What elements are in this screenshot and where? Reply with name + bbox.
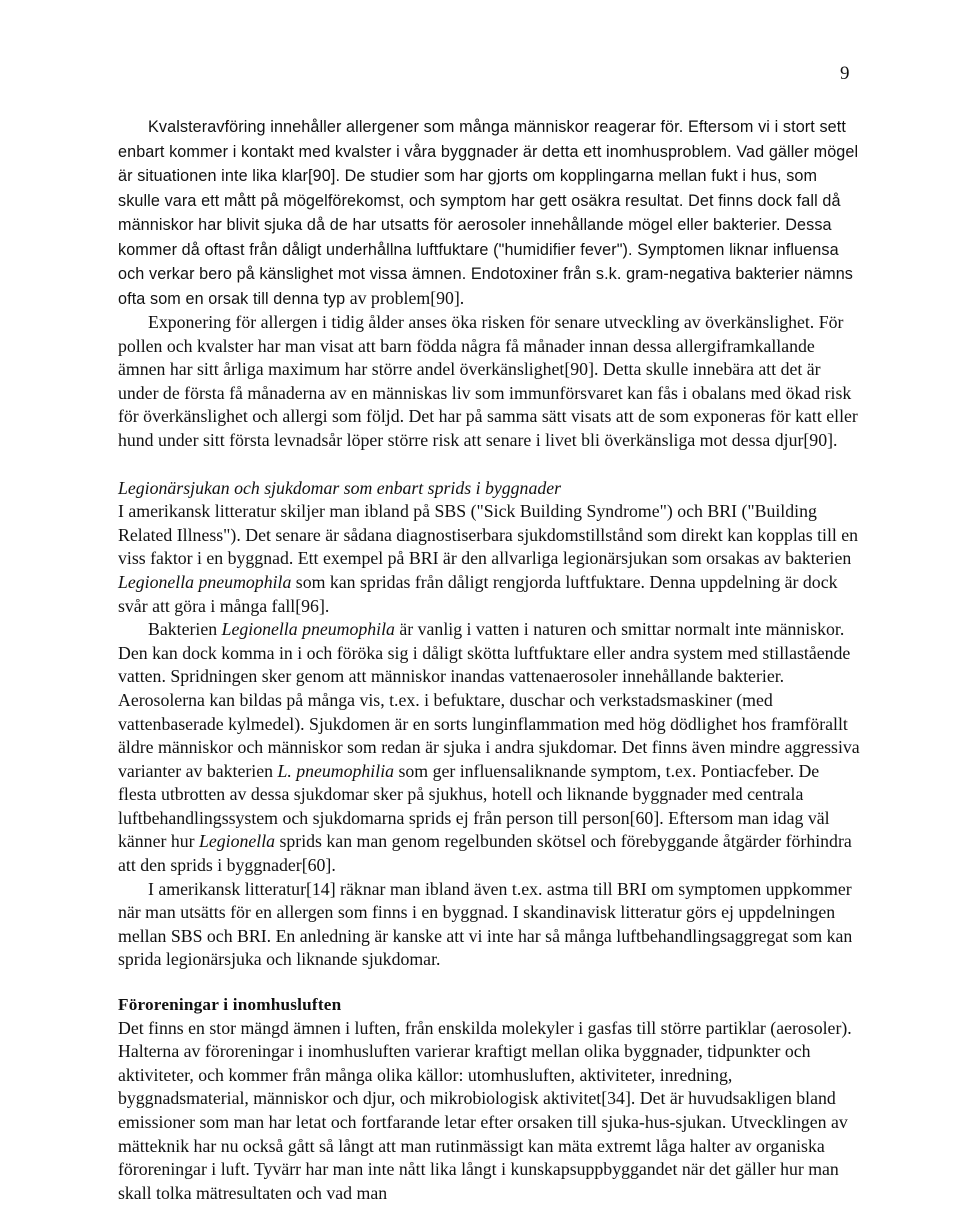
paragraph-legionella-text-1: Bakterien — [148, 619, 222, 640]
paragraph-legionella-text-2: är vanlig i vatten i naturen och smittar normalt inte människor. Den kan dock komma in i och föröka sig i dåligt skötta luftfuktare eller andra system med stillastående vatten. Spridningen sker genom att människor inandas vattenaerosoler innehållande bakterier. Aerosolerna kan bildas på många vis, t.ex. i befuktare, duschar och verkstadsmaskiner (med vattenbaserade kylmedel). Sjukdomen är en sorts lunginflammation med hög dödlighet hos framförallt äldre människor och människor som redan är sjuka i andra sjukdomar. Det finns även mindre aggressiva varianter av bakterien — [118, 619, 860, 781]
paragraph-american-literature: I amerikansk litteratur[14] räknar man ibland även t.ex. astma till BRI om symptomen uppkommer när man utsätts för en allergen som finns i en byggnad. I skandinavisk litteratur görs ej uppdelningen mellan SBS och BRI. En anledning är kanske att vi inte har så många luftbehandlingsaggregat som kan sprida legionärsjuka och liknande sjukdomar. — [118, 878, 853, 970]
heading-legionnaires: Legionärsjukan och sjukdomar som enbart sprids i byggnader — [118, 477, 562, 498]
heading-indoor-pollution: Föroreningar i inomhusluften — [118, 995, 342, 1015]
paragraph-indoor-pollution: Det finns en stor mängd ämnen i luften, från enskilda molekyler i gasfas till större partiklar (aerosoler). Halterna av föroreningar i inomhusluften varierar kraftigt mellan olika byggnader, tidpunkter och aktiviteter, och kommer från många olika källor: utomhusluften, aktiviteter, inredning, byggnadsmaterial, människor och djur, och mikrobiologisk aktivitet[34]. Det är huvudsakligen bland emissioner som man har letat och fortfarande letar efter orsaken till sjuka-hus-sjukan. Utvecklingen av mätteknik har nu också gått så långt att man rutinmässigt kan mäta extremt låga halter av organiska föroreningar i luft. Tyvärr har man inte nått lika långt i kunskapsuppbyggandet när det gäller hur man skall tolka mätresultaten och vad man — [118, 1017, 852, 1203]
paragraph-dust-mites — [118, 115, 860, 311]
paragraph-sbs-bri — [118, 500, 860, 618]
spacer — [118, 972, 860, 993]
paragraph-legionella-text-3: som ger influensaliknande symptom, t.ex. Pontiacfeber. De flesta utbrotten av dessa sjukdomar sker på sjukhus, hotell och liknande byggnader med centrala luftbehandlingssystem och sjukdomarna sprids ej från person till person[60]. Eftersom man idag väl känner hur — [118, 760, 830, 852]
paragraph-dust-mites-tail: av problem[90]. — [349, 287, 465, 308]
page-number: 9 — [840, 63, 850, 84]
paragraph-dust-mites-text: Kvalsteravföring innehåller allergener som många människor reagerar för. Eftersom vi i stort sett enbart kommer i kontakt med kvalster i våra byggnader är detta ett inomhusproblem. Vad gäller mögel är situationen inte lika klar[90]. De studier som har gjorts om kopplingarna mellan fukt i hus, som skulle vara ett mått på mögelförekomst, och symptom har gett osäkra resultat. Det finns dock fall då människor har blivit sjuka då de har utsatts för aerosoler innehållande mögel eller bakterier. Dessa kommer då oftast från dåligt underhållna luftfuktare ("humidifier fever"). Symptomen liknar influensa och verkar bero på känslighet mot vissa ämnen. Endotoxiner från s.k. gram-negativa bakterier nämns ofta som en orsak till denna typ — [118, 118, 859, 308]
species-name: Legionella pneumophila — [118, 571, 292, 592]
spacer — [118, 453, 860, 477]
species-name: L. pneumophilia — [277, 760, 395, 781]
paragraph-early-exposure: Exponering för allergen i tidig ålder anses öka risken för senare utveckling av överkänslighet. För pollen och kvalster har man visat att barn födda några få månader innan dessa allergiframkallande ämnen har sitt årliga maximum har större andel överkänslighet[90]. Detta skulle innebära att det är under de första få månaderna av en människas liv som immunförsvaret kan fås i obalans med ökad risk för överkänslighet och allergi som följd. Det har på samma sätt visats att de som exponeras för katt eller hund under sitt första levnadsår löper större risk att senare i livet bli överkänsliga mot dessa djur[90]. — [118, 312, 858, 450]
species-name: Legionella pneumophila — [221, 619, 395, 640]
paragraph-sbs-bri-text-1: I amerikansk litteratur skiljer man ibland på SBS ("Sick Building Syndrome") och BRI ("Building Related Illness"). Det senare är sådana diagnostiserbara sjukdomstillstånd som direkt kan kopplas till en viss faktor i en byggnad. Ett exempel på BRI är den allvarliga legionärsjukan som orsakas av bakterien — [118, 501, 859, 569]
paragraph-legionella-bacteria — [118, 618, 860, 878]
paragraph-sbs-bri-text-2: som kan spridas från dåligt rengjorda luftfuktare. Denna uppdelning är dock svår att göra i många fall[96]. — [118, 571, 838, 616]
paragraph-legionella-text-4: sprids kan man genom regelbunden skötsel och förebyggande åtgärder förhindra att den sprids i byggnader[60]. — [118, 831, 852, 876]
document-body — [118, 115, 860, 1205]
species-name: Legionella — [198, 831, 276, 852]
